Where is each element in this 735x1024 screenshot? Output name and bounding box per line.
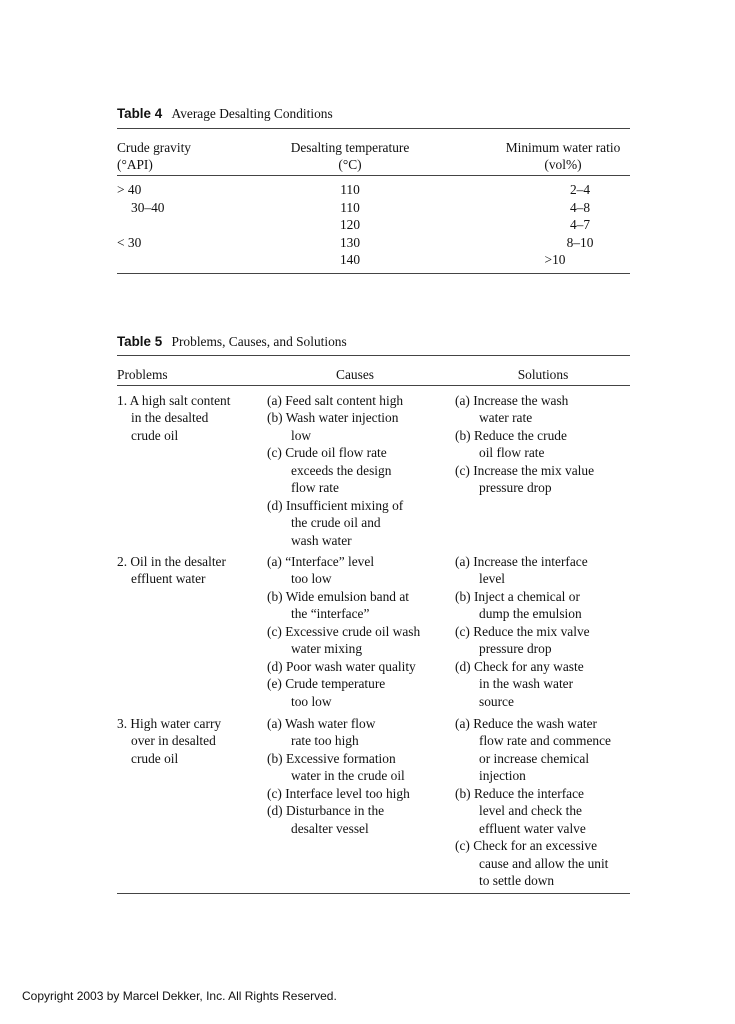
table5-solution: (a) Reduce the wash water flow rate and commence or increase chemical injection xyxy=(455,716,611,784)
table5-cause: (b) Wide emulsion band at the “interface” xyxy=(267,588,410,622)
table4-cell-ratio: 8–10 xyxy=(566,234,594,250)
table5-title: Problems, Causes, and Solutions xyxy=(171,334,347,349)
table5-solution: (d) Check for any waste in the wash water source xyxy=(455,658,584,709)
table4-header-gravity: Crude gravity (°API) xyxy=(117,140,192,173)
table5-header-rule xyxy=(117,385,630,386)
table5-cause: (a) “Interface” level too low xyxy=(267,554,375,587)
copyright-notice: Copyright 2003 by Marcel Dekker, Inc. All Rights Reserved. xyxy=(22,989,337,1003)
table4-cell-ratio: 4–8 xyxy=(569,199,591,215)
table4-header-temp: Desalting temperature (°C) xyxy=(290,140,410,173)
table4-label: Table 4 xyxy=(117,106,163,121)
table4-cell-temp: 120 xyxy=(339,217,361,233)
table5-cause: (a) Feed salt content high xyxy=(267,393,404,408)
table4-cell-temp: 110 xyxy=(340,199,360,215)
table5-bottom-rule xyxy=(117,893,630,894)
table5-header-causes: Causes xyxy=(336,367,374,382)
table5-cause: (e) Crude temperature too low xyxy=(267,676,386,709)
table4-cell-temp: 130 xyxy=(339,234,361,250)
table4-top-rule xyxy=(117,128,630,129)
table5-caption xyxy=(117,334,347,350)
table5-cause: (d) Insufficient mixing of the crude oil and wash water xyxy=(267,497,404,548)
table5-cause: (a) Wash water flow rate too high xyxy=(267,716,376,749)
table5-solution: (b) Reduce the crude oil flow rate xyxy=(455,427,567,461)
table5-cause: (d) Poor wash water quality xyxy=(267,658,416,674)
table4-header-ratio: Minimum water ratio (vol%) xyxy=(505,140,621,173)
table4-title: Average Desalting Conditions xyxy=(171,106,333,121)
table4-header-rule xyxy=(117,175,630,176)
table5-cause: (c) Interface level too high xyxy=(267,785,410,801)
table4-cell-ratio: 4–7 xyxy=(569,217,591,233)
table4-caption xyxy=(117,106,333,122)
table5-solution: (a) Increase the wash water rate xyxy=(455,393,569,426)
table5-solution: (b) Reduce the interface level and check the effluent water valve xyxy=(455,785,586,836)
table4-cell-gravity: > 40 xyxy=(117,182,142,197)
table5-solution: (a) Increase the interface level xyxy=(455,554,588,587)
table5-solution: (c) Increase the mix value pressure drop xyxy=(455,462,595,496)
table4-cell-ratio: 2–4 xyxy=(569,182,591,197)
table5-cause: (d) Disturbance in the desalter vessel xyxy=(267,803,385,836)
table5-label: Table 5 xyxy=(117,334,163,349)
table4-cell-ratio: >10 xyxy=(544,252,566,268)
table5-cause: (c) Crude oil flow rate exceeds the design flow rate xyxy=(267,445,392,496)
table4-cell-temp: 110 xyxy=(340,182,360,197)
table5-top-rule xyxy=(117,355,630,356)
table5-header-solutions: Solutions xyxy=(517,367,569,382)
table4-bottom-rule xyxy=(117,273,630,274)
table5-solution: (c) Reduce the mix valve pressure drop xyxy=(455,623,590,657)
table5-cause: (b) Excessive formation water in the crude oil xyxy=(267,750,405,784)
table4-cell-temp: 140 xyxy=(339,252,361,268)
table5-solution: (c) Check for an excessive cause and allow the unit to settle down xyxy=(455,838,609,888)
table5-problem: 3. High water carry over in desalted crude oil xyxy=(117,716,222,766)
table4-cell-gravity: 30–40 xyxy=(131,199,165,215)
table5-cause: (b) Wash water injection low xyxy=(267,410,399,443)
table5-header-problems: Problems xyxy=(117,367,168,382)
table5-problem: 1. A high salt content in the desalted crude oil xyxy=(117,393,231,443)
table5-cause: (c) Excessive crude oil wash water mixing xyxy=(267,623,421,657)
table5-problem: 2. Oil in the desalter effluent water xyxy=(117,554,226,587)
table4-cell-gravity: < 30 xyxy=(117,234,142,250)
table5-solution: (b) Inject a chemical or dump the emulsion xyxy=(455,588,582,622)
